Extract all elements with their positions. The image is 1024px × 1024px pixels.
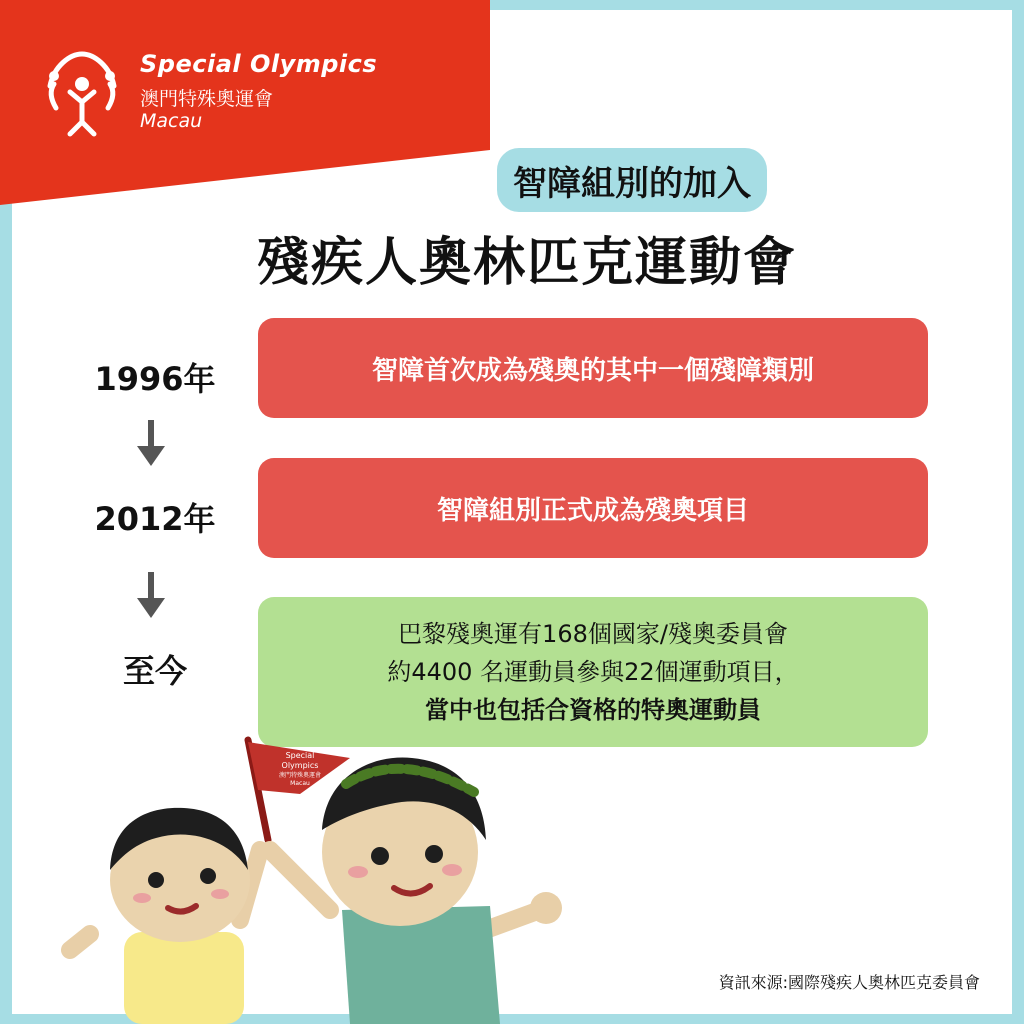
timeline-text-present-2: 約4400 名運動員參與22個運動項目， bbox=[387, 658, 799, 686]
arrow-down-icon bbox=[136, 572, 166, 620]
timeline-text-2012: 智障組別正式成為殘奧項目 bbox=[436, 495, 749, 526]
source-note: 資訊來源:國際殘疾人奧林匹克委員會 bbox=[718, 973, 980, 992]
year-2012: 2012年 bbox=[94, 500, 216, 538]
arrow-down-icon bbox=[136, 420, 166, 468]
timeline-box-1996 bbox=[258, 318, 928, 418]
timeline-box-2012 bbox=[258, 458, 928, 558]
brand-name: Special Olympics bbox=[140, 50, 378, 78]
year-1996: 1996年 bbox=[94, 360, 216, 398]
brand-chinese-name: 澳門特殊奧運會 bbox=[140, 88, 274, 110]
left-kid bbox=[70, 808, 260, 1024]
flag-line-4: Macau bbox=[290, 780, 310, 787]
special-olympics-logo bbox=[36, 46, 436, 146]
year-present: 至今 bbox=[122, 652, 187, 690]
kids-illustration bbox=[60, 720, 580, 1024]
timeline-text-present-1: 巴黎殘奧運有168個國家/殘奧委員會 bbox=[398, 620, 788, 648]
timeline-text-1996: 智障首次成為殘奧的其中一個殘障類別 bbox=[371, 355, 814, 386]
flag-line-3: 澳門特殊奧運會 bbox=[278, 772, 322, 779]
timeline-text-present-3: 當中也包括合資格的特奧運動員 bbox=[425, 696, 761, 724]
page-title: 殘疾人奧林匹克運動會 bbox=[256, 233, 797, 293]
right-kid bbox=[270, 758, 562, 1024]
flag-line-2: Olympics bbox=[281, 761, 319, 770]
brand-city: Macau bbox=[140, 110, 203, 132]
special-olympics-emblem-icon bbox=[36, 46, 128, 138]
flag-line-1: Special bbox=[285, 751, 315, 760]
subtitle-pill: 智障組別的加入 bbox=[497, 148, 767, 212]
